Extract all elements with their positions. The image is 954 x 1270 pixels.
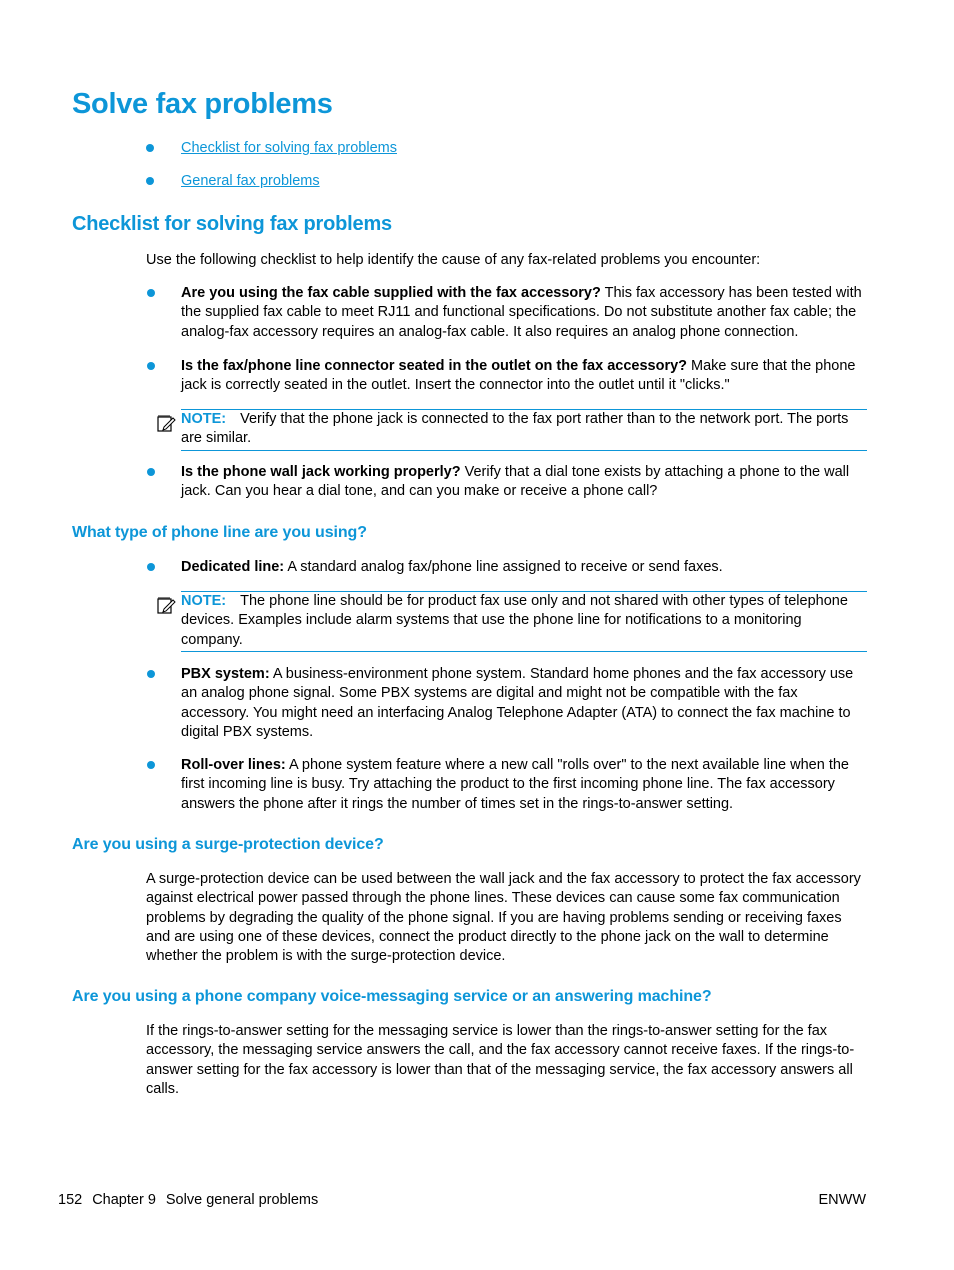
page-footer (58, 1192, 328, 1208)
link-general-fax-problems[interactable]: General fax problems (181, 173, 320, 189)
item-text: A business-environment phone system. Standard home phones and the fax accessory use an analog phone signal. Some PBX systems are digital and might not be compatible with the fax accessory. You might need an interfacing Analog Telephone Adapter (ATA) to connect the fax machine to digital PBX systems. (181, 666, 854, 740)
list-item (146, 558, 866, 577)
note-text: The phone line should be for product fax use only and not shared with other types of telephone devices. Examples include alarm systems that use the phone line for notifications to a monitoring company. (181, 593, 848, 648)
chapter-title: Solve general problems (165, 1192, 319, 1208)
phone-line-heading: What type of phone line are you using? (72, 524, 367, 541)
note-box (181, 409, 867, 451)
item-text: Verify that a dial tone exists by attaching a phone to the wall jack. Can you hear a dial tone, and can you make or receive a phone call? (181, 464, 850, 500)
phone-line-list (146, 756, 866, 814)
list-item (146, 756, 866, 814)
toc-item (146, 172, 397, 205)
item-bold: Is the fax/phone line connector seated in the outlet on the fax accessory? (181, 358, 688, 374)
bullet-icon (147, 670, 155, 678)
item-text: A standard analog fax/phone line assigned to receive or send faxes. (284, 559, 723, 575)
list-item (146, 463, 866, 502)
toc-item (146, 139, 397, 172)
note-label: NOTE: (181, 593, 227, 609)
bullet-icon (147, 563, 155, 571)
bullet-icon (146, 144, 154, 152)
voicemail-heading: Are you using a phone company voice-messaging service or an answering machine? (72, 988, 712, 1005)
bullet-icon (147, 362, 155, 370)
list-item (146, 665, 866, 742)
item-bold: PBX system: (181, 666, 270, 682)
item-bold: Are you using the fax cable supplied with the fax accessory? (181, 285, 601, 301)
bullet-icon (147, 289, 155, 297)
page-title: Solve fax problems (72, 88, 333, 120)
item-text: This fax accessory has been tested with the supplied fax cable to meet RJ11 and functional specifications. Do not substitute another fax cable; the analog-fax accessory requires an analog-fax cable. It also requires an analog phone connection. (181, 285, 862, 340)
phone-line-list (146, 665, 866, 742)
checklist-heading: Checklist for solving fax problems (72, 213, 392, 235)
note-box (181, 591, 867, 652)
footer-locale: ENWW (818, 1192, 866, 1208)
note-icon (156, 595, 176, 615)
page-number: 152 (58, 1192, 83, 1208)
note-label: NOTE: (181, 411, 227, 427)
list-item (146, 357, 866, 396)
note-icon (156, 413, 176, 433)
chapter-label: Chapter 9 (92, 1192, 156, 1208)
bullet-icon (146, 177, 154, 185)
item-bold: Dedicated line: (181, 559, 285, 575)
bullet-icon (147, 468, 155, 476)
voicemail-text: If the rings-to-answer setting for the messaging service is lower than the rings-to-answer setting for the fax accessory, the messaging service answers the call, and the fax accessory cannot receive faxes. If the rings-to-answer setting for the fax accessory is lower than that of the messaging service, the fax accessory answers all calls. (146, 1023, 855, 1097)
checklist-list (146, 284, 866, 342)
item-text: A phone system feature where a new call "rolls over" to the next available line when the first incoming line is busy. Try attaching the product to the first incoming phone line. The fax accessory answers the phone after it rings the number of times set in the rings-to-answer setting. (181, 757, 849, 812)
checklist-intro: Use the following checklist to help identify the cause of any fax-related problems you encounter: (146, 252, 761, 268)
note-text: Verify that the phone jack is connected to the fax port rather than to the network port. The ports are similar. (181, 411, 849, 447)
item-bold: Is the phone wall jack working properly? (181, 464, 461, 480)
checklist-list (146, 357, 866, 396)
bullet-icon (147, 761, 155, 769)
surge-heading: Are you using a surge-protection device? (72, 836, 384, 853)
link-checklist[interactable]: Checklist for solving fax problems (181, 140, 397, 156)
list-item (146, 284, 866, 342)
section-links (146, 139, 397, 205)
checklist-list (146, 463, 866, 502)
surge-text: A surge-protection device can be used between the wall jack and the fax accessory to protect the fax accessory against electrical power passed through the phone lines. These devices can cause some fax communication problems by degrading the quality of the phone signal. If you are having problems sending or receiving faxes and are using one of these devices, connect the product directly to the phone jack on the wall to determine whether the problem is with the surge-protection device. (146, 871, 861, 965)
item-text: Make sure that the phone jack is correctly seated in the outlet. Insert the connector into the outlet until it "clicks." (181, 358, 856, 394)
phone-line-list (146, 558, 866, 577)
item-bold: Roll-over lines: (181, 757, 286, 773)
